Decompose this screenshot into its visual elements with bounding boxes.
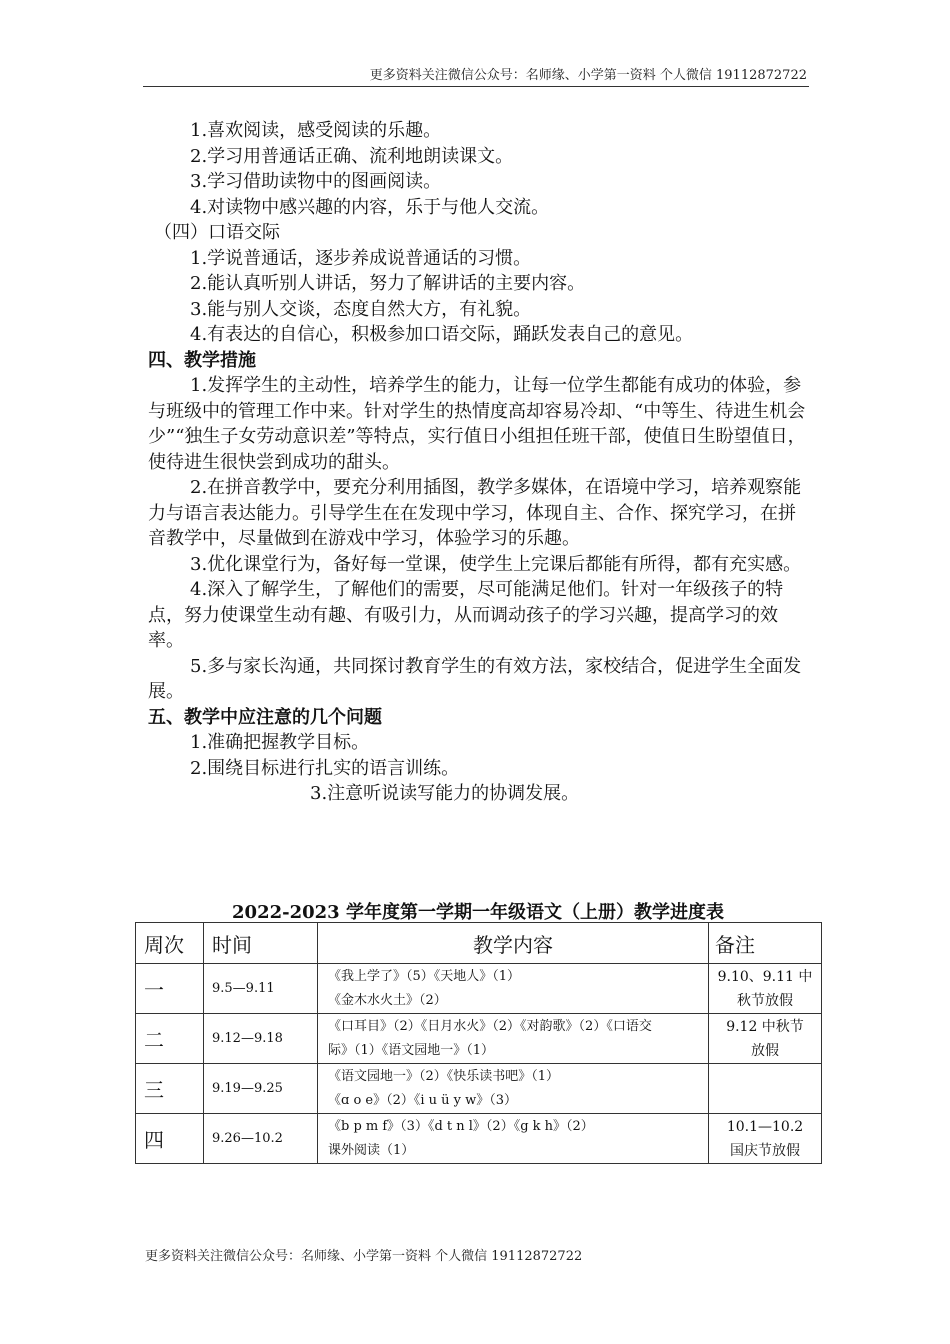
notes-heading: 五、教学中应注意的几个问题 xyxy=(148,706,382,728)
oral-section-title: （四）口语交际 xyxy=(154,222,280,243)
row-note-line: 放假 xyxy=(751,1042,779,1059)
table-row xyxy=(136,964,822,1014)
row-week: 一 xyxy=(136,964,204,1014)
row-content-line: 《金木水火土》（2） xyxy=(328,992,447,1008)
reading-item-3: 3.学习借助读物中的图画阅读。 xyxy=(190,171,442,192)
table-row xyxy=(136,1114,822,1164)
row-note xyxy=(709,1114,822,1164)
row-note xyxy=(709,964,822,1014)
row-week: 二 xyxy=(136,1014,204,1064)
measures-heading: 四、教学措施 xyxy=(148,349,256,371)
header-week: 周次 xyxy=(136,923,204,964)
row-note-line: 秋节放假 xyxy=(737,992,793,1009)
oral-item-2: 2.能认真听别人讲话，努力了解讲话的主要内容。 xyxy=(190,273,586,294)
measures-para-2: 2.在拼音教学中，要充分利用插图，教学多媒体，在语境中学习，培养观察能力与语言表达能力。引导学生在在发现中学习，体现自主、合作、探究学习，在拼音教学中，尽量做到在游戏中学习，体验学习的乐趣。 xyxy=(148,477,802,549)
measures-para-1: 1.发挥学生的主动性，培养学生的能力，让每一位学生都能有成功的体验，参与班级中的管理工作中来。针对学生的热情度高却容易冷却、“中等生、待进生机会少”“独生子女劳动意识差”等特点，实行值日小组担任班干部，使值日生盼望值日，使待进生很快尝到成功的甜头。 xyxy=(148,375,806,473)
header-content: 教学内容 xyxy=(318,923,709,964)
row-week: 三 xyxy=(136,1064,204,1114)
row-time: 9.19—9.25 xyxy=(204,1064,318,1114)
row-content xyxy=(318,1114,709,1164)
reading-item-4: 4.对读物中感兴趣的内容，乐于与他人交流。 xyxy=(190,196,550,218)
row-content-line: 际》（1）《语文园地一》（1） xyxy=(328,1042,495,1058)
row-note-line: 9.10、9.11 中 xyxy=(717,968,813,985)
reading-item-2: 2.学习用普通话正确、流利地朗读课文。 xyxy=(190,145,514,167)
row-note xyxy=(709,1014,822,1064)
row-content xyxy=(318,1014,709,1064)
row-note-line: 10.1—10.2 xyxy=(726,1118,804,1135)
measures-para-4: 4.深入了解学生，了解他们的需要，尽可能满足他们。针对一年级孩子的特点，努力使课堂生动有趣、有吸引力，从而调动孩子的学习兴趣，提高学习的效率。 xyxy=(148,579,784,651)
row-content-line: 《语文园地一》（2）《快乐读书吧》（1） xyxy=(328,1068,560,1084)
row-content-line: 《我上学了》（5）《天地人》（1） xyxy=(328,968,521,984)
schedule-table xyxy=(135,922,822,1164)
row-content-line: 课外阅读（1） xyxy=(328,1142,415,1158)
row-content-line: 《ɑ o e》（2）《i u ü y w》（3） xyxy=(328,1092,518,1108)
row-note xyxy=(709,1064,822,1114)
table-row xyxy=(136,1064,822,1114)
row-week: 四 xyxy=(136,1114,204,1164)
row-content xyxy=(318,964,709,1014)
row-content xyxy=(318,1064,709,1114)
row-content-line: 《口耳目》（2）《日月水火》（2）《对韵歌》（2）《口语交 xyxy=(328,1018,652,1034)
header-time: 时间 xyxy=(204,923,318,964)
row-time: 9.12—9.18 xyxy=(204,1014,318,1064)
row-note-line: 国庆节放假 xyxy=(730,1142,800,1159)
notes-item-3: 3.注意听说读写能力的协调发展。 xyxy=(310,783,580,804)
table-header-row xyxy=(136,923,822,964)
oral-item-3: 3.能与别人交谈，态度自然大方，有礼貌。 xyxy=(190,298,532,320)
row-content-line: 《b p m f》（3）《d t n l》（2）《g k h》（2） xyxy=(328,1118,594,1134)
row-time: 9.5—9.11 xyxy=(204,964,318,1014)
table-row xyxy=(136,1014,822,1064)
notes-item-1: 1.准确把握教学目标。 xyxy=(190,732,370,753)
oral-item-4: 4.有表达的自信心，积极参加口语交际，踊跃发表自己的意见。 xyxy=(190,324,694,345)
measures-para-3: 3.优化课堂行为，备好每一堂课，使学生上完课后都能有所得，都有充实感。 xyxy=(190,553,802,575)
row-time: 9.26—10.2 xyxy=(204,1114,318,1164)
measures-para-5: 5.多与家长沟通，共同探讨教育学生的有效方法，家校结合，促进学生全面发展。 xyxy=(148,655,802,702)
reading-item-1: 1.喜欢阅读，感受阅读的乐趣。 xyxy=(190,120,442,141)
schedule-title: 2022-2023 学年度第一学期一年级语文（上册）教学进度表 xyxy=(232,902,724,923)
document-body xyxy=(148,118,810,807)
header-note: 备注 xyxy=(709,923,822,964)
page-header: 更多资料关注微信公众号：名师缘、小学第一资料 个人微信 19112872722 xyxy=(369,68,807,83)
notes-item-2: 2.围绕目标进行扎实的语言训练。 xyxy=(190,757,460,779)
header-divider xyxy=(143,86,809,87)
page-footer: 更多资料关注微信公众号：名师缘、小学第一资料 个人微信 19112872722 xyxy=(145,1249,583,1264)
oral-item-1: 1.学说普通话，逐步养成说普通话的习惯。 xyxy=(190,247,532,269)
row-note-line: 9.12 中秋节 xyxy=(726,1018,804,1035)
